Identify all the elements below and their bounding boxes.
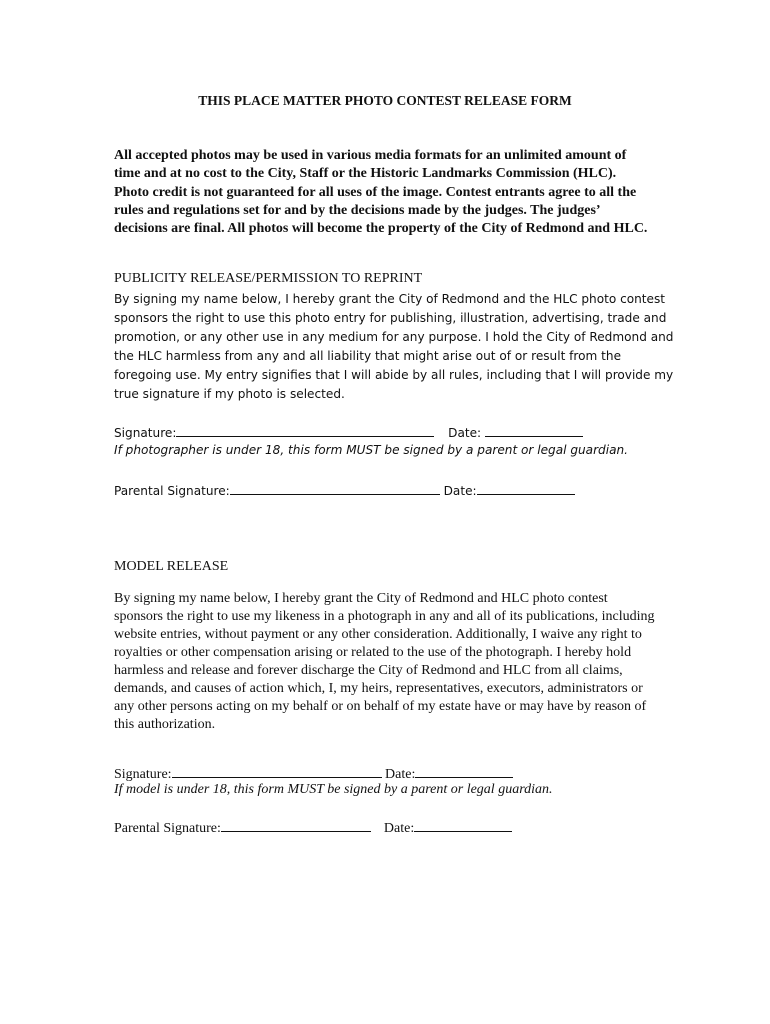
signature-label: Signature: <box>114 426 177 440</box>
model-signature-field[interactable] <box>172 764 382 778</box>
model-minor-note: If model is under 18, this form MUST be signed by a parent or legal guardian. <box>114 782 553 797</box>
model-signature-label: Signature: <box>114 767 172 782</box>
parental-date-field[interactable] <box>477 482 575 495</box>
date-field[interactable] <box>485 424 583 437</box>
form-title: THIS PLACE MATTER PHOTO CONTEST RELEASE FORM <box>198 93 572 108</box>
model-release-body: By signing my name below, I hereby grant the City of Redmond and HLC photo contest sponsors the right to use my likeness in a photograph in any and all of its publications, including website entries, without payment or any other consideration. Additionally, I waive any right to royalties or other compensation arising or related to the use of the photograph. I hereby hold harmless and release and forever discharge the City of Redmond and HLC from all claims, demands, and causes of action which, I, my heirs, representatives, executors, administrators or any other persons acting on my behalf or on behalf of my estate have or may have by reason of this authorization. <box>114 591 655 732</box>
model-parental-row <box>114 818 512 837</box>
intro-paragraph: All accepted photos may be used in various media formats for an unlimited amount of time and at no cost to the City, Staff or the Historic Landmarks Commission (HLC). Photo credit is not guaranteed for all uses of the image. Contest entrants agree to all the rules and regulations set for and by the decisions made by the judges. The judges’ decisions are final. All photos will become the property of the City of Redmond and HLC. <box>114 148 648 237</box>
date-label: Date: <box>448 426 482 440</box>
publicity-parental-row <box>114 482 575 498</box>
photographer-minor-note: If photographer is under 18, this form MUST be signed by a parent or legal guardian. <box>114 443 629 457</box>
parental-signature-label: Parental Signature: <box>114 484 230 498</box>
publicity-body: By signing my name below, I hereby grant the City of Redmond and the HLC photo contest sponsors the right to use this photo entry for publishing, illustration, advertising, trade and promotion, or any other use in any medium for any purpose. I hold the City of Redmond and the HLC harmless from any and all liability that might arise out of or result from the foregoing use. My entry signifies that I will abide by all rules, including that I will provide my true signature if my photo is selected. <box>114 292 674 402</box>
signature-field[interactable] <box>176 424 434 437</box>
model-date-field[interactable] <box>415 764 513 778</box>
model-parental-date-label: Date: <box>383 821 415 836</box>
model-signature-row <box>114 764 513 783</box>
model-release-heading: MODEL RELEASE <box>114 559 229 574</box>
model-parental-signature-label: Parental Signature: <box>114 821 221 836</box>
parental-signature-field[interactable] <box>230 482 440 495</box>
publicity-heading: PUBLICITY RELEASE/PERMISSION TO REPRINT <box>114 271 423 286</box>
parental-date-label: Date: <box>443 484 477 498</box>
publicity-signature-row <box>114 424 583 440</box>
model-date-label: Date: <box>385 767 416 782</box>
model-parental-signature-field[interactable] <box>221 818 371 832</box>
model-parental-date-field[interactable] <box>414 818 512 832</box>
